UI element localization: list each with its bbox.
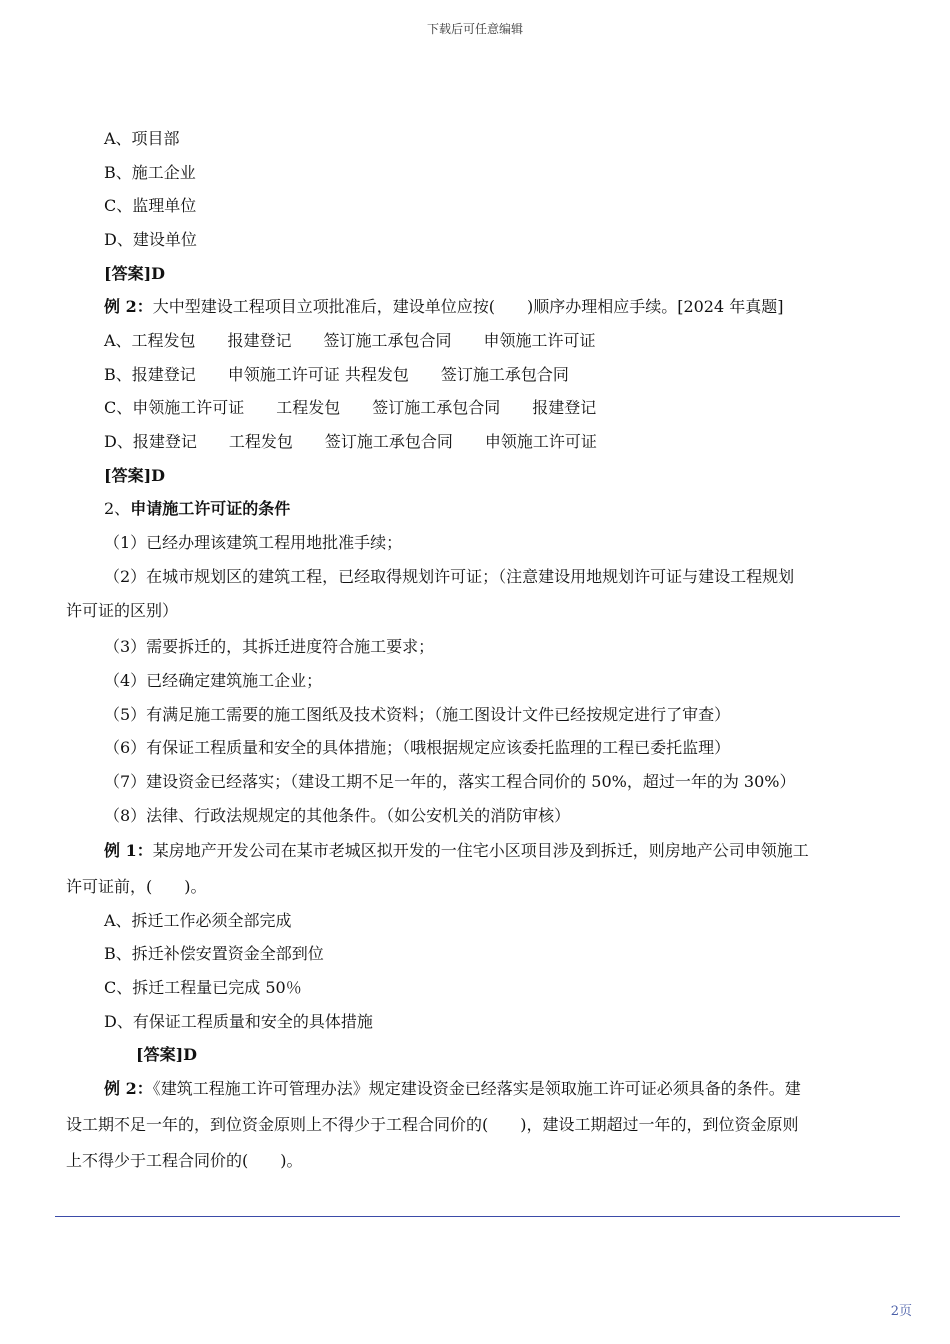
example-label: 例 2： bbox=[104, 297, 153, 316]
option-a: A、工程发包 报建登记 签订施工承包合同 申领施工许可证 bbox=[104, 331, 596, 350]
example-question bbox=[104, 296, 784, 318]
page-header: 下载后可任意编辑 bbox=[426, 22, 523, 36]
example-label: 例 2： bbox=[104, 1079, 153, 1098]
section-title: 申请施工许可证的条件 bbox=[130, 499, 291, 518]
section-heading bbox=[104, 498, 290, 520]
condition-item: （4）已经确定建筑施工企业； bbox=[104, 671, 323, 690]
example-text-continued: 设工期不足一年的，到位资金原则上不得少于工程合同价的( )，建设工期超过一年的，到位资金原则 bbox=[66, 1115, 799, 1134]
example-question bbox=[104, 840, 809, 862]
footer-divider bbox=[55, 1216, 900, 1217]
condition-item: （5）有满足施工需要的施工图纸及技术资料；（施工图设计文件已经按规定进行了审查） bbox=[104, 705, 731, 724]
option-b: B、施工企业 bbox=[104, 163, 196, 182]
example-text-continued: 上不得少于工程合同价的( )。 bbox=[66, 1151, 303, 1170]
option-b: B、拆迁补偿安置资金全部到位 bbox=[104, 944, 324, 963]
answer-label: [答案]D bbox=[104, 466, 166, 485]
example-text-continued: 许可证前，( )。 bbox=[66, 877, 207, 896]
condition-item-continued: 许可证的区别） bbox=[66, 601, 179, 620]
page-number: 2页 bbox=[890, 1304, 912, 1319]
example-label: 例 1： bbox=[104, 841, 153, 860]
example-question bbox=[104, 1078, 801, 1100]
example-text: 某房地产开发公司在某市老城区拟开发的一住宅小区项目涉及到拆迁，则房地产公司申领施工 bbox=[152, 841, 809, 860]
answer-label: [答案]D bbox=[104, 264, 166, 283]
condition-item: （7）建设资金已经落实；（建设工期不足一年的，落实工程合同价的 50%，超过一年的为 30%） bbox=[104, 772, 796, 791]
option-b: B、报建登记 申领施工许可证 共程发包 签订施工承包合同 bbox=[104, 365, 569, 384]
option-d: D、有保证工程质量和安全的具体措施 bbox=[104, 1012, 373, 1031]
condition-item: （1）已经办理该建筑工程用地批准手续； bbox=[104, 533, 403, 552]
option-c: C、拆迁工程量已完成 50％ bbox=[104, 978, 302, 997]
example-text: 《建筑工程施工许可管理办法》规定建设资金已经落实是领取施工许可证必须具备的条件。建 bbox=[152, 1079, 801, 1098]
condition-item: （2）在城市规划区的建筑工程，已经取得规划许可证；（注意建设用地规划许可证与建设工程规划 bbox=[104, 567, 795, 586]
option-a: A、拆迁工作必须全部完成 bbox=[104, 911, 292, 930]
condition-item: （3）需要拆迁的，其拆迁进度符合施工要求； bbox=[104, 637, 435, 656]
option-d: D、建设单位 bbox=[104, 230, 197, 249]
section-number: 2、 bbox=[104, 499, 131, 518]
option-c: C、监理单位 bbox=[104, 196, 197, 215]
condition-item: （6）有保证工程质量和安全的具体措施；（哦根据规定应该委托监理的工程已委托监理） bbox=[104, 738, 731, 757]
example-text: 大中型建设工程项目立项批准后，建设单位应按( )顺序办理相应手续。[2024 年真题] bbox=[152, 297, 784, 316]
option-a: A、项目部 bbox=[104, 129, 180, 148]
answer-label: [答案]D bbox=[136, 1045, 198, 1064]
option-d: D、报建登记 工程发包 签订施工承包合同 申领施工许可证 bbox=[104, 432, 597, 451]
condition-item: （8）法律、行政法规规定的其他条件。（如公安机关的消防审核） bbox=[104, 806, 571, 825]
option-c: C、申领施工许可证 工程发包 签订施工承包合同 报建登记 bbox=[104, 398, 597, 417]
